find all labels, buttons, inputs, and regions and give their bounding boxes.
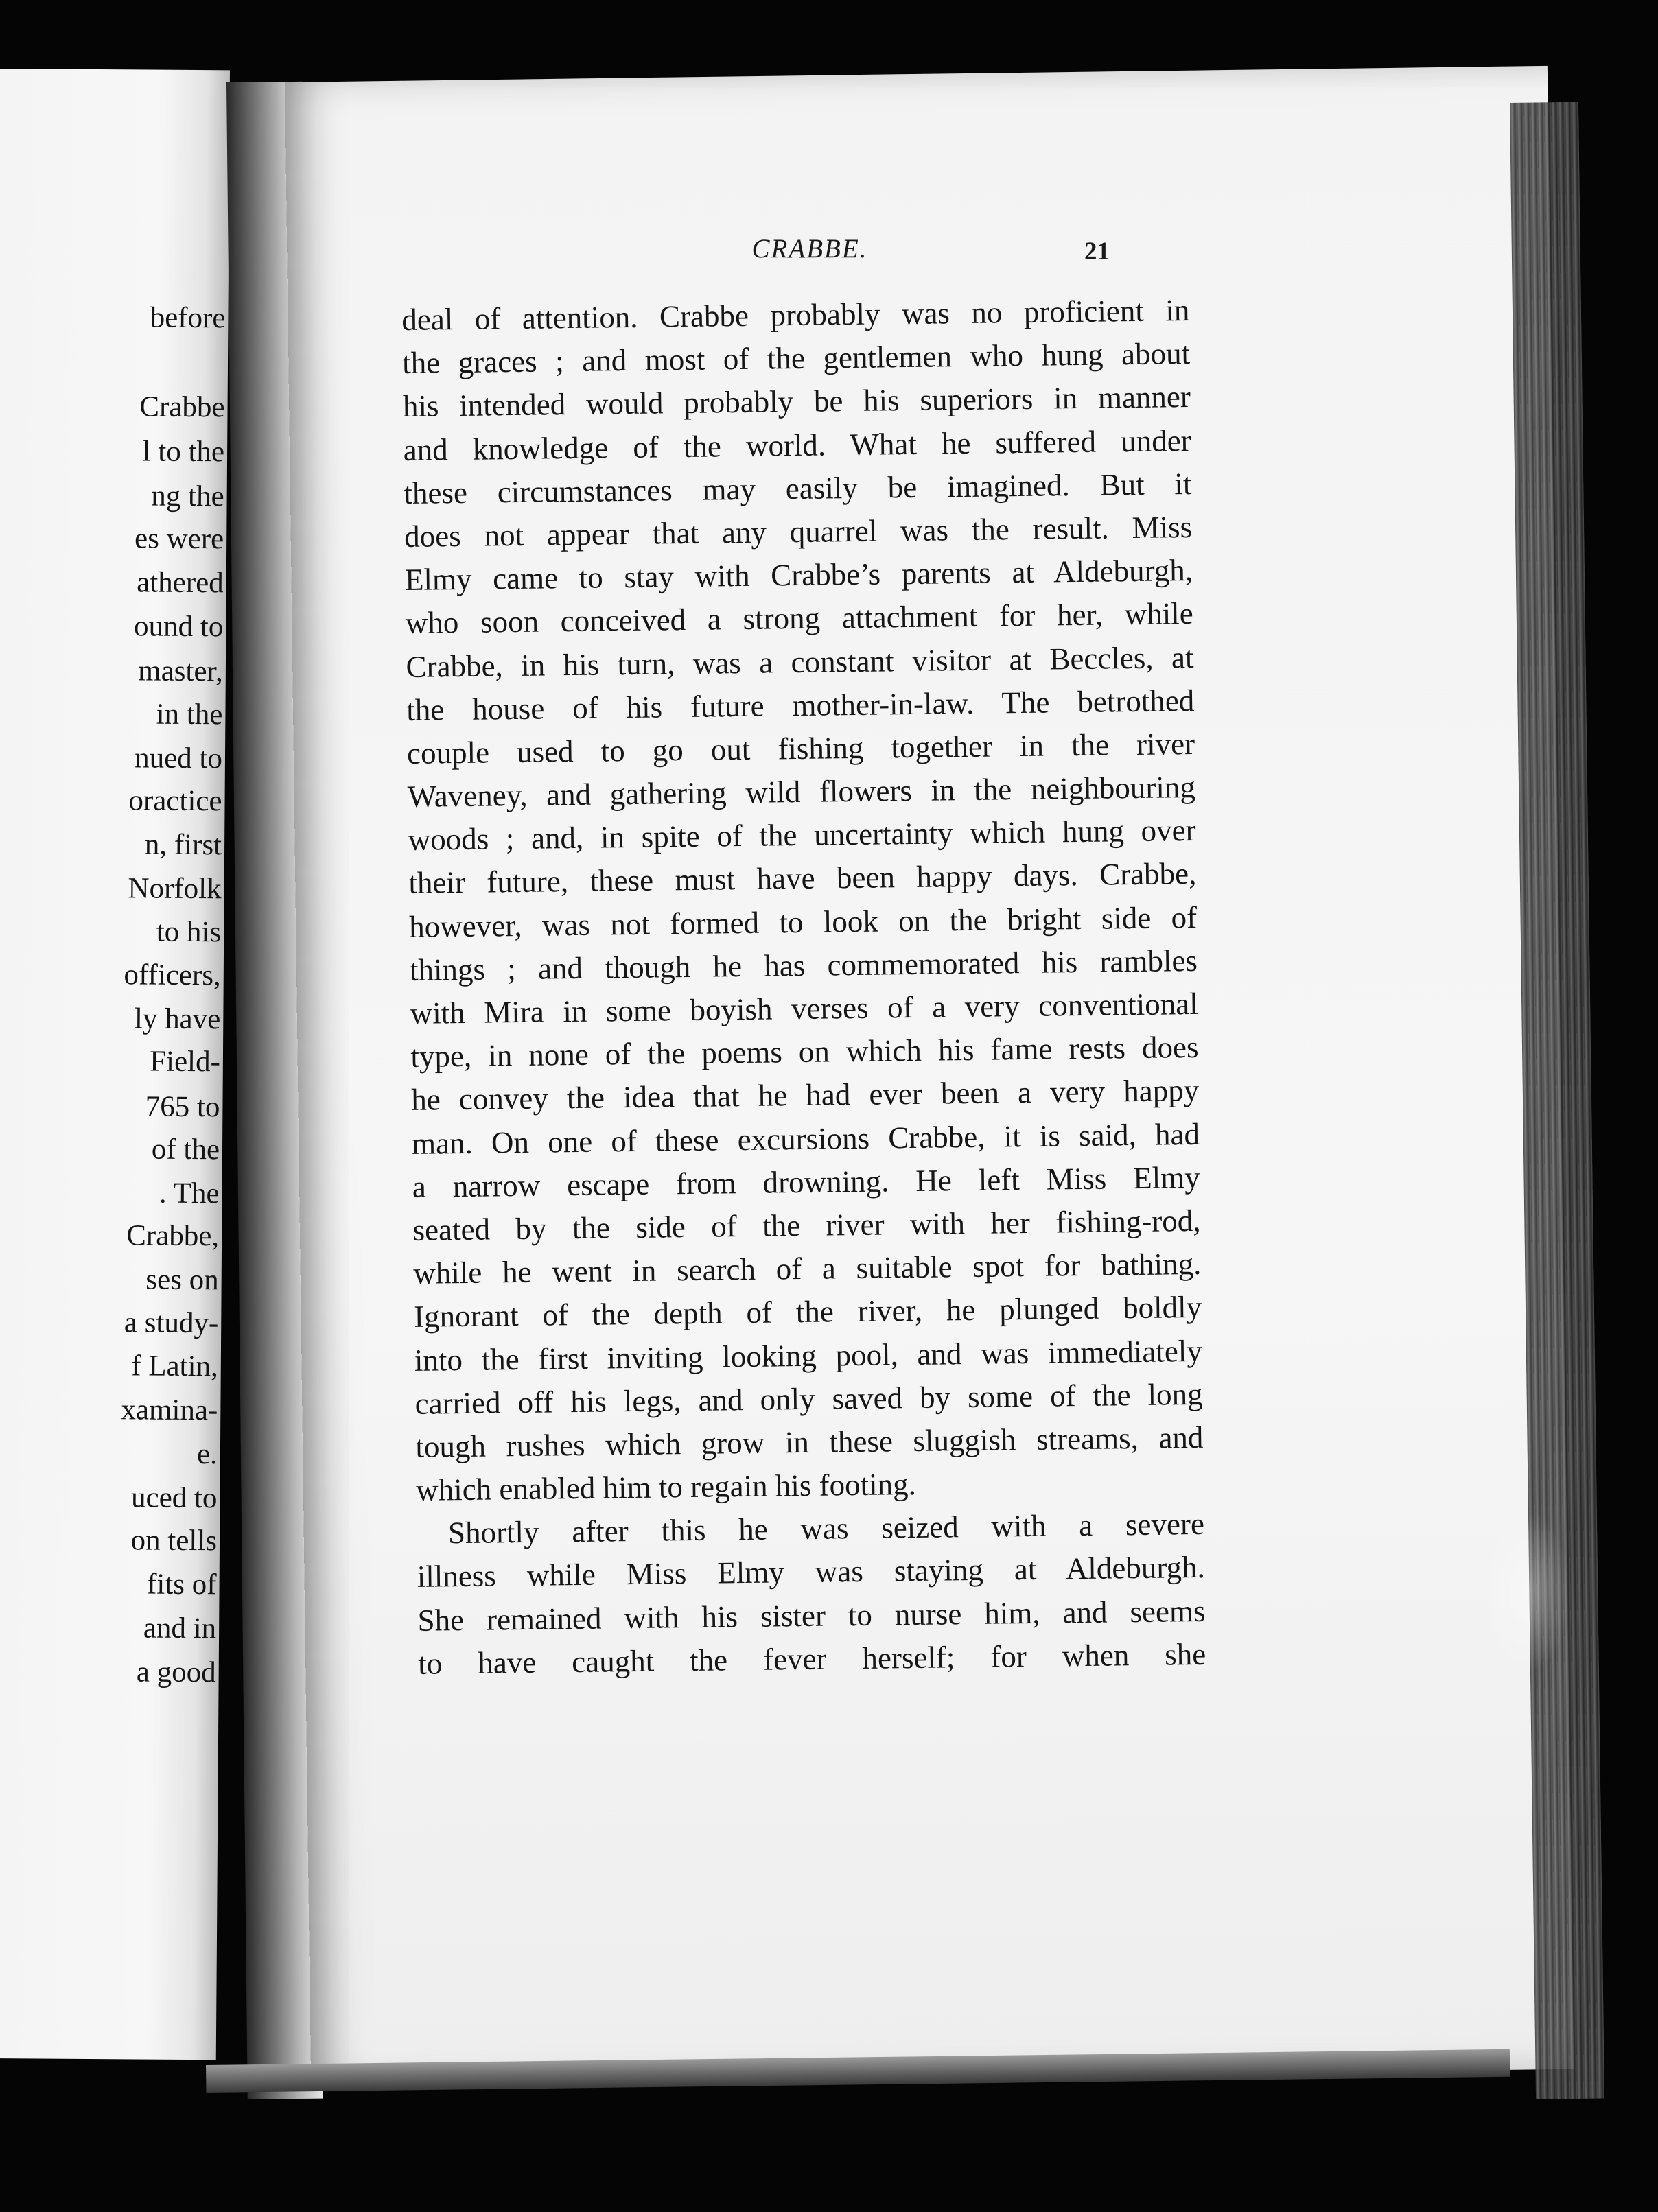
text-line: to have caught the fever herself; for when she <box>418 1636 1206 1681</box>
text-line: these circumstances may easily be imagined. But it <box>404 466 1192 510</box>
text-line: which enabled him to regain his footing. <box>415 1467 917 1507</box>
text-line: who soon conceived a strong attachment for her, while <box>405 596 1194 641</box>
page-number: 21 <box>1084 237 1110 266</box>
text-line: tough rushes which grow in these sluggish streams, and <box>415 1420 1204 1464</box>
text-line: Elmy came to stay with Crabbe’s parents at Aldeburgh, <box>404 553 1193 598</box>
text-line: seated by the side of the river with her fishing-rod, <box>412 1203 1201 1247</box>
text-line: Waveney, and gathering wild flowers in the neighbouring <box>407 769 1196 814</box>
previous-page-line: on tells <box>130 1524 218 1557</box>
text-line: type, in none of the poems on which his fame rests does <box>410 1030 1199 1074</box>
previous-page-line: a study- <box>124 1306 219 1340</box>
text-line: his intended would probably be his superiors in manner <box>402 379 1191 424</box>
previous-page-line: to his <box>156 915 222 949</box>
text-line: carried off his legs, and only saved by some of the long <box>414 1376 1203 1421</box>
text-line: woods ; and, in spite of the uncertainty which hung over <box>408 813 1196 858</box>
previous-page-line: n, first <box>144 828 222 862</box>
previous-page-line: xamina- <box>121 1393 218 1427</box>
text-line: however, was not formed to look on the bright side of <box>408 899 1198 944</box>
text-line: couple used to go out fishing together in the river <box>406 726 1195 770</box>
text-line: the graces ; and most of the gentlemen who hung about <box>401 336 1191 381</box>
previous-page-line: uced to <box>130 1481 218 1515</box>
previous-page-line: Crabbe, <box>126 1219 220 1253</box>
text-line: he convey the idea that he had ever been a very happy <box>410 1073 1200 1118</box>
text-line: does not appear that any quarrel was the result. Miss <box>404 509 1193 554</box>
previous-page-line: of the <box>151 1133 220 1166</box>
scan-glare <box>1482 1509 1572 1674</box>
paragraph-1 <box>401 289 1204 1512</box>
previous-page-line: athered <box>137 566 224 600</box>
paragraph-2 <box>417 1503 1206 1686</box>
previous-page-line: master, <box>138 655 224 688</box>
previous-page-line: Norfolk <box>128 872 222 906</box>
text-line: man. On one of these excursions Crabbe, it is said, had <box>411 1116 1200 1161</box>
previous-page-line: es were <box>134 522 224 556</box>
previous-page-line: ound to <box>133 610 224 644</box>
previous-page-line: e. <box>196 1438 218 1471</box>
text-line: deal of attention. Crabbe probably was no proficient in <box>401 292 1190 337</box>
previous-page-line: Crabbe <box>139 390 225 424</box>
previous-page-line: fits of <box>146 1568 217 1601</box>
text-line: their future, these must have been happy days. Crabbe, <box>408 856 1197 901</box>
previous-page-line: f Latin, <box>131 1350 218 1383</box>
previous-page-line: a good <box>136 1656 216 1689</box>
previous-page-line: before <box>150 301 226 335</box>
body-text <box>401 289 1206 1686</box>
text-line: while he went in search of a suitable spot for bathing. <box>413 1246 1202 1291</box>
previous-page-line: . The <box>159 1177 220 1210</box>
previous-page-line: l to the <box>142 435 225 469</box>
previous-page-line: ses on <box>145 1263 219 1297</box>
text-line: illness while Miss Elmy was staying at Aldeburgh. <box>417 1550 1205 1595</box>
text-line: a narrow escape from drowning. He left Miss Elmy <box>412 1160 1201 1204</box>
previous-page-line: and in <box>143 1612 217 1645</box>
text-line: things ; and though he has commemorated his rambles <box>409 943 1198 987</box>
text-line: Crabbe, in his turn, was a constant visitor at Beccles, at <box>406 639 1194 684</box>
previous-page-line: in the <box>156 698 223 731</box>
previous-page-line: 765 to <box>145 1090 220 1124</box>
text-line: Ignorant of the depth of the river, he plunged boldly <box>413 1290 1202 1334</box>
previous-page-line: nued to <box>135 742 223 775</box>
text-line: Shortly after this he was seized with a severe <box>447 1507 1205 1551</box>
text-line: and knowledge of the world. What he suffered under <box>403 423 1191 467</box>
text-line: into the first inviting looking pool, and was immediately <box>414 1333 1203 1378</box>
previous-page-line: ng the <box>151 480 224 513</box>
text-line: She remained with his sister to nurse him, and seems <box>417 1593 1206 1638</box>
previous-page-line: ly have <box>134 1002 221 1036</box>
text-line: with Mira in some boyish verses of a very conventional <box>410 986 1198 1031</box>
previous-page-line: officers, <box>124 958 221 992</box>
previous-page-line: Field- <box>150 1045 221 1079</box>
previous-page-fragment <box>0 69 230 2060</box>
previous-page-line: oractice <box>128 784 222 818</box>
running-head: CRABBE. <box>751 234 868 263</box>
text-line: the house of his future mother-in-law. The betrothed <box>406 683 1195 727</box>
